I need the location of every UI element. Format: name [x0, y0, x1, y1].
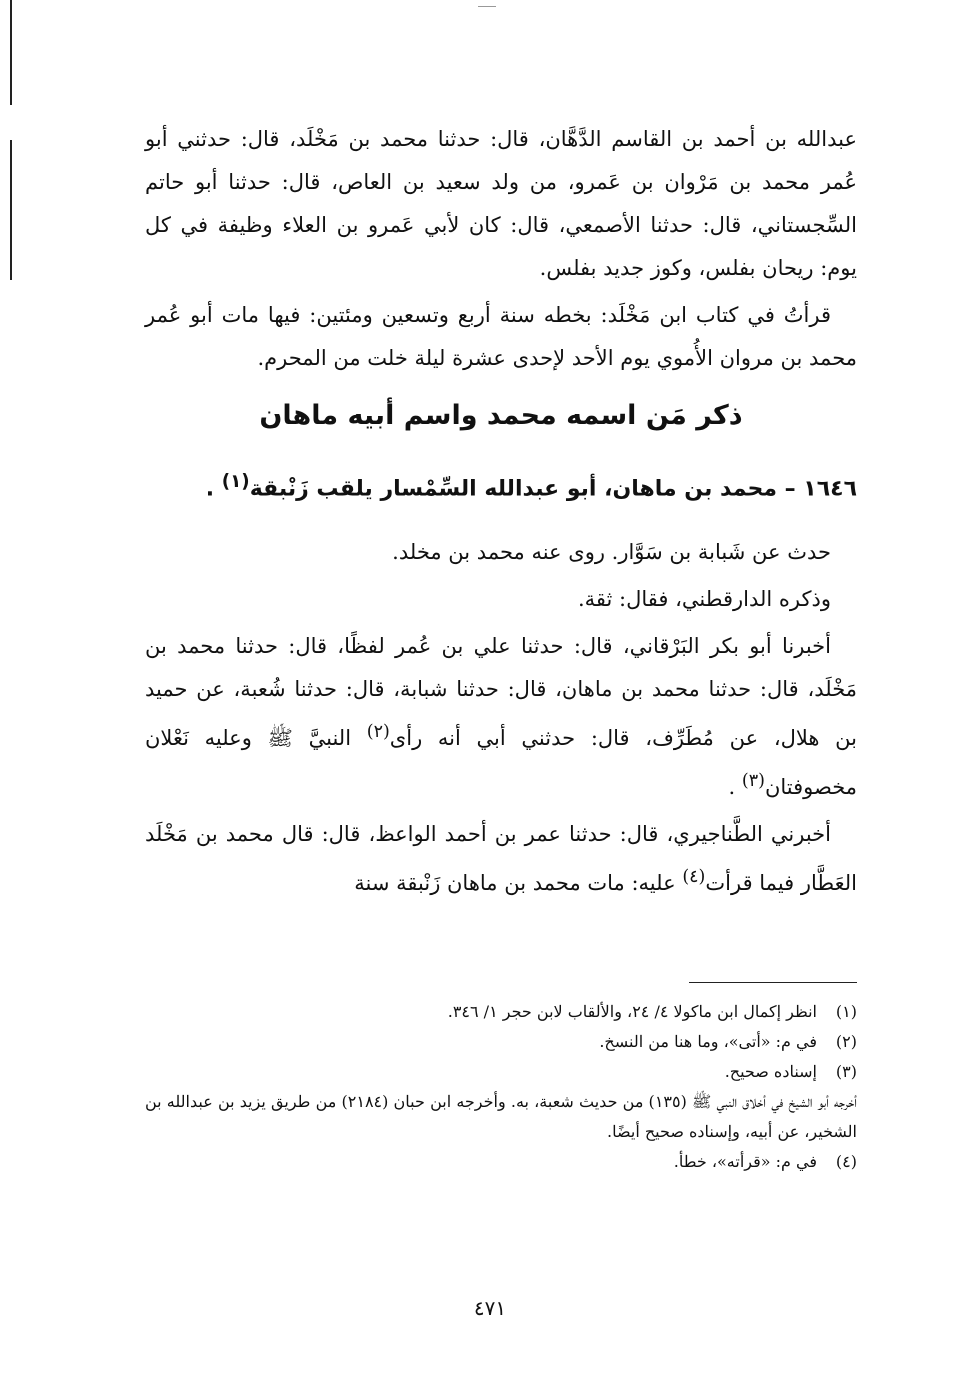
entry-paragraph-1-end: . [728, 775, 742, 800]
footnote-3-continuation: أخرجه أبو الشيخ في أخلاق النبي ﷺ (١٣٥) من حديث شعبة، به. وأخرجه ابن حبان (٢١٨٤) من طريق يزيد بن عبدالله بن الشخير، عن أبيه، وإسناده صحيح أيضًا. [145, 1092, 858, 1141]
scan-edge-mark [10, 140, 12, 280]
footnote-text: انظر إكمال ابن ماكولا ٤/ ٢٤، والألقاب لابن حجر ١/ ٣٤٦. [447, 1002, 817, 1021]
entry-heading [145, 462, 857, 509]
entry-line-1: حدث عن شَبابة بن سَوَّار. روى عنه محمد بن مخلد. [392, 540, 831, 565]
entry-line-2: وذكره الدارقطني، فقال: ثقة. [577, 587, 831, 612]
page-body [145, 118, 857, 905]
footnote-ref: (٣) [741, 771, 765, 792]
entry-paragraph-2-text: أخبرني الطَّناجيري، قال: حدثنا عمر بن أحمد الواعظ، قال: قال محمد بن مَخْلَد العَطَّار فيما قرأت [145, 822, 857, 896]
entry-paragraph-2 [145, 813, 857, 905]
entry-heading-end: . [205, 476, 222, 502]
scan-top-mark [478, 6, 496, 7]
page-number: ٤٧١ [473, 1296, 507, 1320]
footnote-number: (٣) [835, 1062, 857, 1081]
footnote-ref: (١) [221, 471, 250, 492]
entry-heading-text: ١٦٤٦ – محمد بن ماهان، أبو عبدالله السِّمْسار يلقب زَنْبقة [249, 476, 857, 502]
footnote-ref: (٤) [682, 867, 706, 888]
footnotes [145, 982, 857, 1177]
footnote-number: (١) [835, 1002, 857, 1021]
footnote-ref: (٢) [366, 722, 390, 743]
chapter-heading: ذكر مَن اسمه محمد واسم أبيه ماهان [259, 400, 743, 431]
footnote-text: في م: «قرأته»، خطأ. [673, 1152, 817, 1171]
footnote-text: إسناده صحيح. [724, 1062, 817, 1081]
entry-paragraph-1 [145, 625, 857, 809]
entry-paragraph-1-text-cont: النبيَّ ﷺ وعليه نَعْلان مخصوفتان [145, 726, 857, 800]
footnote-1 [145, 997, 857, 1027]
intro-paragraph-1: عبدالله بن أحمد بن القاسم الدَّهَّان، قال: حدثنا محمد بن مَخْلَد، قال: حدثني أبو عُمر محمد بن مَرْوان بن عَمرو، من ولد سعيد بن العاص، قال: حدثنا أبو حاتم السِّجستاني، قال: حدثنا الأصمعي، قال: كان لأبي عَمرو بن العلاء وظيفة في كل يوم: ريحان بفلس، وكوز جديد بفلس. [145, 127, 857, 280]
scan-edge-mark [10, 0, 12, 105]
footnote-number: (٢) [835, 1032, 857, 1051]
footnote-4 [145, 1147, 857, 1177]
footnote-2 [145, 1027, 857, 1057]
footnote-number: (٤) [835, 1152, 857, 1171]
intro-paragraph-2: قرأتُ في كتاب ابن مَخْلَد: بخطه سنة أربع وتسعين ومئتين: فيها مات أبو عُمر محمد بن مروان الأُموي يوم الأحد لإحدى عشرة ليلة خلت من المحرم. [145, 303, 857, 370]
entry-paragraph-2-text-cont: عليه: مات محمد بن ماهان زَنْبقة سنة [354, 871, 683, 896]
footnote-text: في م: «أتى»، وما هنا من النسخ. [599, 1032, 817, 1051]
footnote-divider [689, 982, 857, 983]
entry-paragraph-1-text: أخبرنا أبو بكر البَرْقاني، قال: حدثنا علي بن عُمر لفظًا، قال: حدثنا محمد بن مَخْلَد، قال: حدثنا محمد بن ماهان، قال: حدثنا شبابة، قال: حدثنا شُعبة، عن حميد بن هلال، عن مُطَرِّف، قال: حدثني أبي أنه رأى [145, 634, 857, 751]
footnote-3 [145, 1057, 857, 1087]
